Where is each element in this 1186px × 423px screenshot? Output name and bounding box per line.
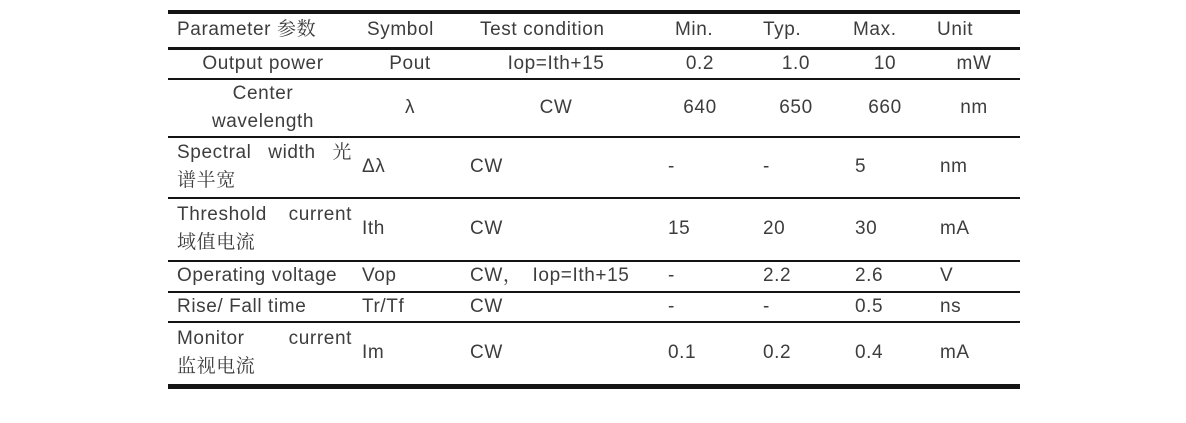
cell-parameter [168,137,358,198]
cell-min: 15 [668,218,691,239]
cell-max: 10 [873,52,897,74]
col-header-min: Min. [675,19,714,41]
cell-parameter [168,198,358,261]
cell-test-condition: CW [539,96,573,118]
cell-parameter [168,292,358,322]
cell-min: - [668,156,675,177]
cell-typ: 2.2 [763,265,792,286]
cell-symbol: λ [404,96,416,118]
cell-max: 30 [855,218,878,239]
parameter-label-line2: 域值电流 [177,232,256,253]
col-header-symbol: Symbol [367,19,434,41]
row-center-wavelength [168,79,1020,137]
cell-test-condition: Iop=Ith+15 [507,52,605,74]
cell-parameter [168,261,358,292]
cell-max: 0.4 [855,342,884,364]
cell-max: 2.6 [855,265,884,286]
parameter-label: Threshold current [177,204,352,225]
cell-unit: V [940,265,954,286]
cell-typ: - [763,156,770,177]
cell-typ: 650 [779,96,813,118]
parameter-label: Spectral width 光 [177,142,352,163]
row-output-power [168,48,1020,79]
cell-test-condition: CW， Iop=Ith+15 [470,265,630,286]
cell-unit: nm [960,96,988,118]
cell-parameter [168,79,358,137]
cell-min: - [668,295,675,317]
cell-min: - [668,265,675,286]
parameter-label: Monitor current [177,328,352,350]
row-monitor-current [168,322,1020,387]
cell-min: 640 [683,96,717,118]
row-operating-voltage [168,261,1020,292]
row-threshold-current [168,198,1020,261]
col-header-unit: Unit [937,19,974,41]
cell-symbol: Tr/Tf [362,295,405,317]
cell-unit: mA [940,342,970,364]
cell-unit: ns [940,295,962,317]
row-spectral-width [168,137,1020,198]
cell-typ: 1.0 [781,52,811,74]
cell-test-condition: CW [470,342,503,364]
spec-table [168,10,1020,389]
col-header-parameter: Parameter 参数 [177,19,317,41]
col-header-test-condition: Test condition [480,19,605,41]
row-rise-fall-time [168,292,1020,322]
parameter-label: Output power [202,52,324,74]
cell-typ: 20 [763,218,786,239]
cell-unit: nm [940,156,968,177]
cell-test-condition: CW [470,295,503,317]
col-header-typ: Typ. [763,19,802,41]
cell-unit: mW [956,52,992,74]
cell-test-condition: CW [470,156,503,177]
cell-parameter [168,48,358,79]
cell-min: 0.2 [685,52,715,74]
datasheet-page [0,10,1186,423]
cell-min: 0.1 [668,342,697,364]
cell-symbol: Ith [362,218,385,239]
col-header-max: Max. [853,19,897,41]
cell-parameter [168,322,358,387]
parameter-label-line2: wavelength [211,110,315,132]
cell-test-condition: CW [470,218,503,239]
parameter-label-line2: 监视电流 [177,356,256,378]
cell-max: 5 [855,156,867,177]
cell-symbol: Δλ [362,156,386,177]
parameter-label: Rise/ Fall time [177,295,307,317]
parameter-label: Center [232,82,294,104]
parameter-label-line2: 谱半宽 [177,170,236,191]
cell-max: 0.5 [855,295,884,317]
table-header-row [168,12,1020,48]
cell-symbol: Pout [389,52,431,74]
cell-typ: - [763,295,770,317]
cell-symbol: Vop [362,265,397,286]
cell-symbol: Im [362,342,385,364]
parameter-label: Operating voltage [177,265,338,286]
cell-unit: mA [940,218,970,239]
cell-max: 660 [868,96,902,118]
cell-typ: 0.2 [763,342,792,364]
